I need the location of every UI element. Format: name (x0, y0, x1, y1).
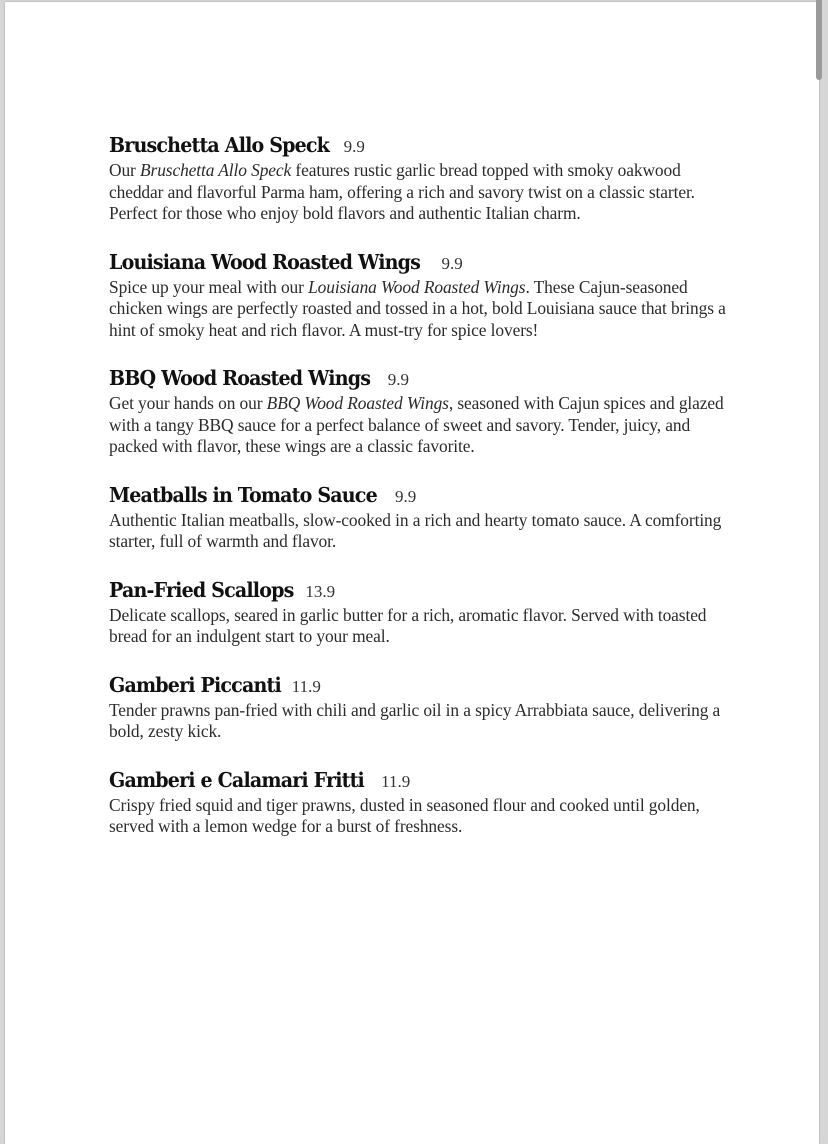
menu-item (109, 363, 729, 458)
menu-item-price: 9.9 (395, 486, 417, 506)
menu-item-title (109, 765, 729, 795)
menu-list (109, 130, 729, 860)
menu-item-price: 11.9 (291, 676, 321, 696)
description-text: Our (109, 160, 140, 180)
menu-item-name: BBQ Wood Roasted Wings (109, 366, 371, 390)
menu-item (109, 670, 729, 743)
menu-item-title (109, 575, 729, 605)
menu-item-title (109, 130, 729, 160)
menu-item (109, 480, 729, 553)
menu-item-price: 9.9 (441, 253, 463, 273)
menu-item-name: Pan-Fried Scallops (109, 577, 294, 602)
menu-item-description (109, 277, 729, 342)
menu-item-description: Tender prawns pan-fried with chili and garlic oil in a spicy Arrabbiata sauce, delivering a bold, zesty kick. (109, 699, 721, 741)
menu-item (109, 247, 729, 342)
menu-item-name: Gamberi e Calamari Fritti (109, 767, 364, 792)
description-italic-name: Bruschetta Allo Speck (140, 160, 292, 180)
description-text: , seasoned with Cajun spices and glazed with a tangy BBQ sauce for a perfect balance of sweet and savory. Tender, juicy, and packed with flavor, these wings are a classic favorite. (109, 393, 724, 456)
vertical-scrollbar-thumb[interactable] (816, 0, 822, 80)
menu-item-name: Meatballs in Tomato Sauce (109, 482, 377, 507)
menu-item (109, 765, 729, 838)
menu-item-price: 11.9 (381, 771, 411, 791)
document-page (5, 2, 819, 1144)
menu-item-title (109, 247, 729, 277)
menu-item-description (109, 160, 729, 225)
description-text: Spice up your meal with our (109, 276, 309, 297)
menu-item (109, 130, 729, 225)
menu-item-name: Bruschetta Allo Speck (109, 133, 330, 157)
menu-item-description (109, 393, 729, 458)
menu-item-title (109, 363, 729, 393)
description-italic-name: Louisiana Wood Roasted Wings (308, 276, 526, 297)
menu-item-description: Authentic Italian meatballs, slow-cooked in a rich and hearty tomato sauce. A comforting starter, full of warmth and flavor. (109, 509, 722, 551)
menu-item-price: 13.9 (305, 581, 336, 601)
menu-item-price: 9.9 (343, 137, 365, 156)
description-text: features rustic garlic bread topped with smoky oakwood cheddar and flavorful Parma ham, offering a rich and savory twist on a classic starter. Perfect for those who enjoy bold flavors and authentic Italian charm. (109, 160, 695, 223)
menu-item-description: Delicate scallops, seared in garlic butter for a rich, aromatic flavor. Served with toasted bread for an indulgent start to your meal. (109, 604, 707, 646)
menu-item-price: 9.9 (387, 370, 410, 389)
description-italic-name: BBQ Wood Roasted Wings (266, 393, 449, 413)
menu-item-name: Louisiana Wood Roasted Wings (109, 249, 421, 274)
menu-item-title (109, 670, 729, 700)
menu-item-title (109, 480, 729, 510)
description-text: . These Cajun-seasoned chicken wings are perfectly roasted and tossed in a hot, bold Louisiana sauce that brings a hint of smoky heat and rich flavor. A must-try for spice lovers! (109, 276, 726, 340)
menu-item-name: Gamberi Piccanti (109, 672, 281, 697)
menu-item (109, 575, 729, 648)
menu-item-description: Crispy fried squid and tiger prawns, dusted in seasoned flour and cooked until golden, served with a lemon wedge for a burst of freshness. (109, 794, 700, 836)
description-text: Get your hands on our (109, 393, 267, 413)
